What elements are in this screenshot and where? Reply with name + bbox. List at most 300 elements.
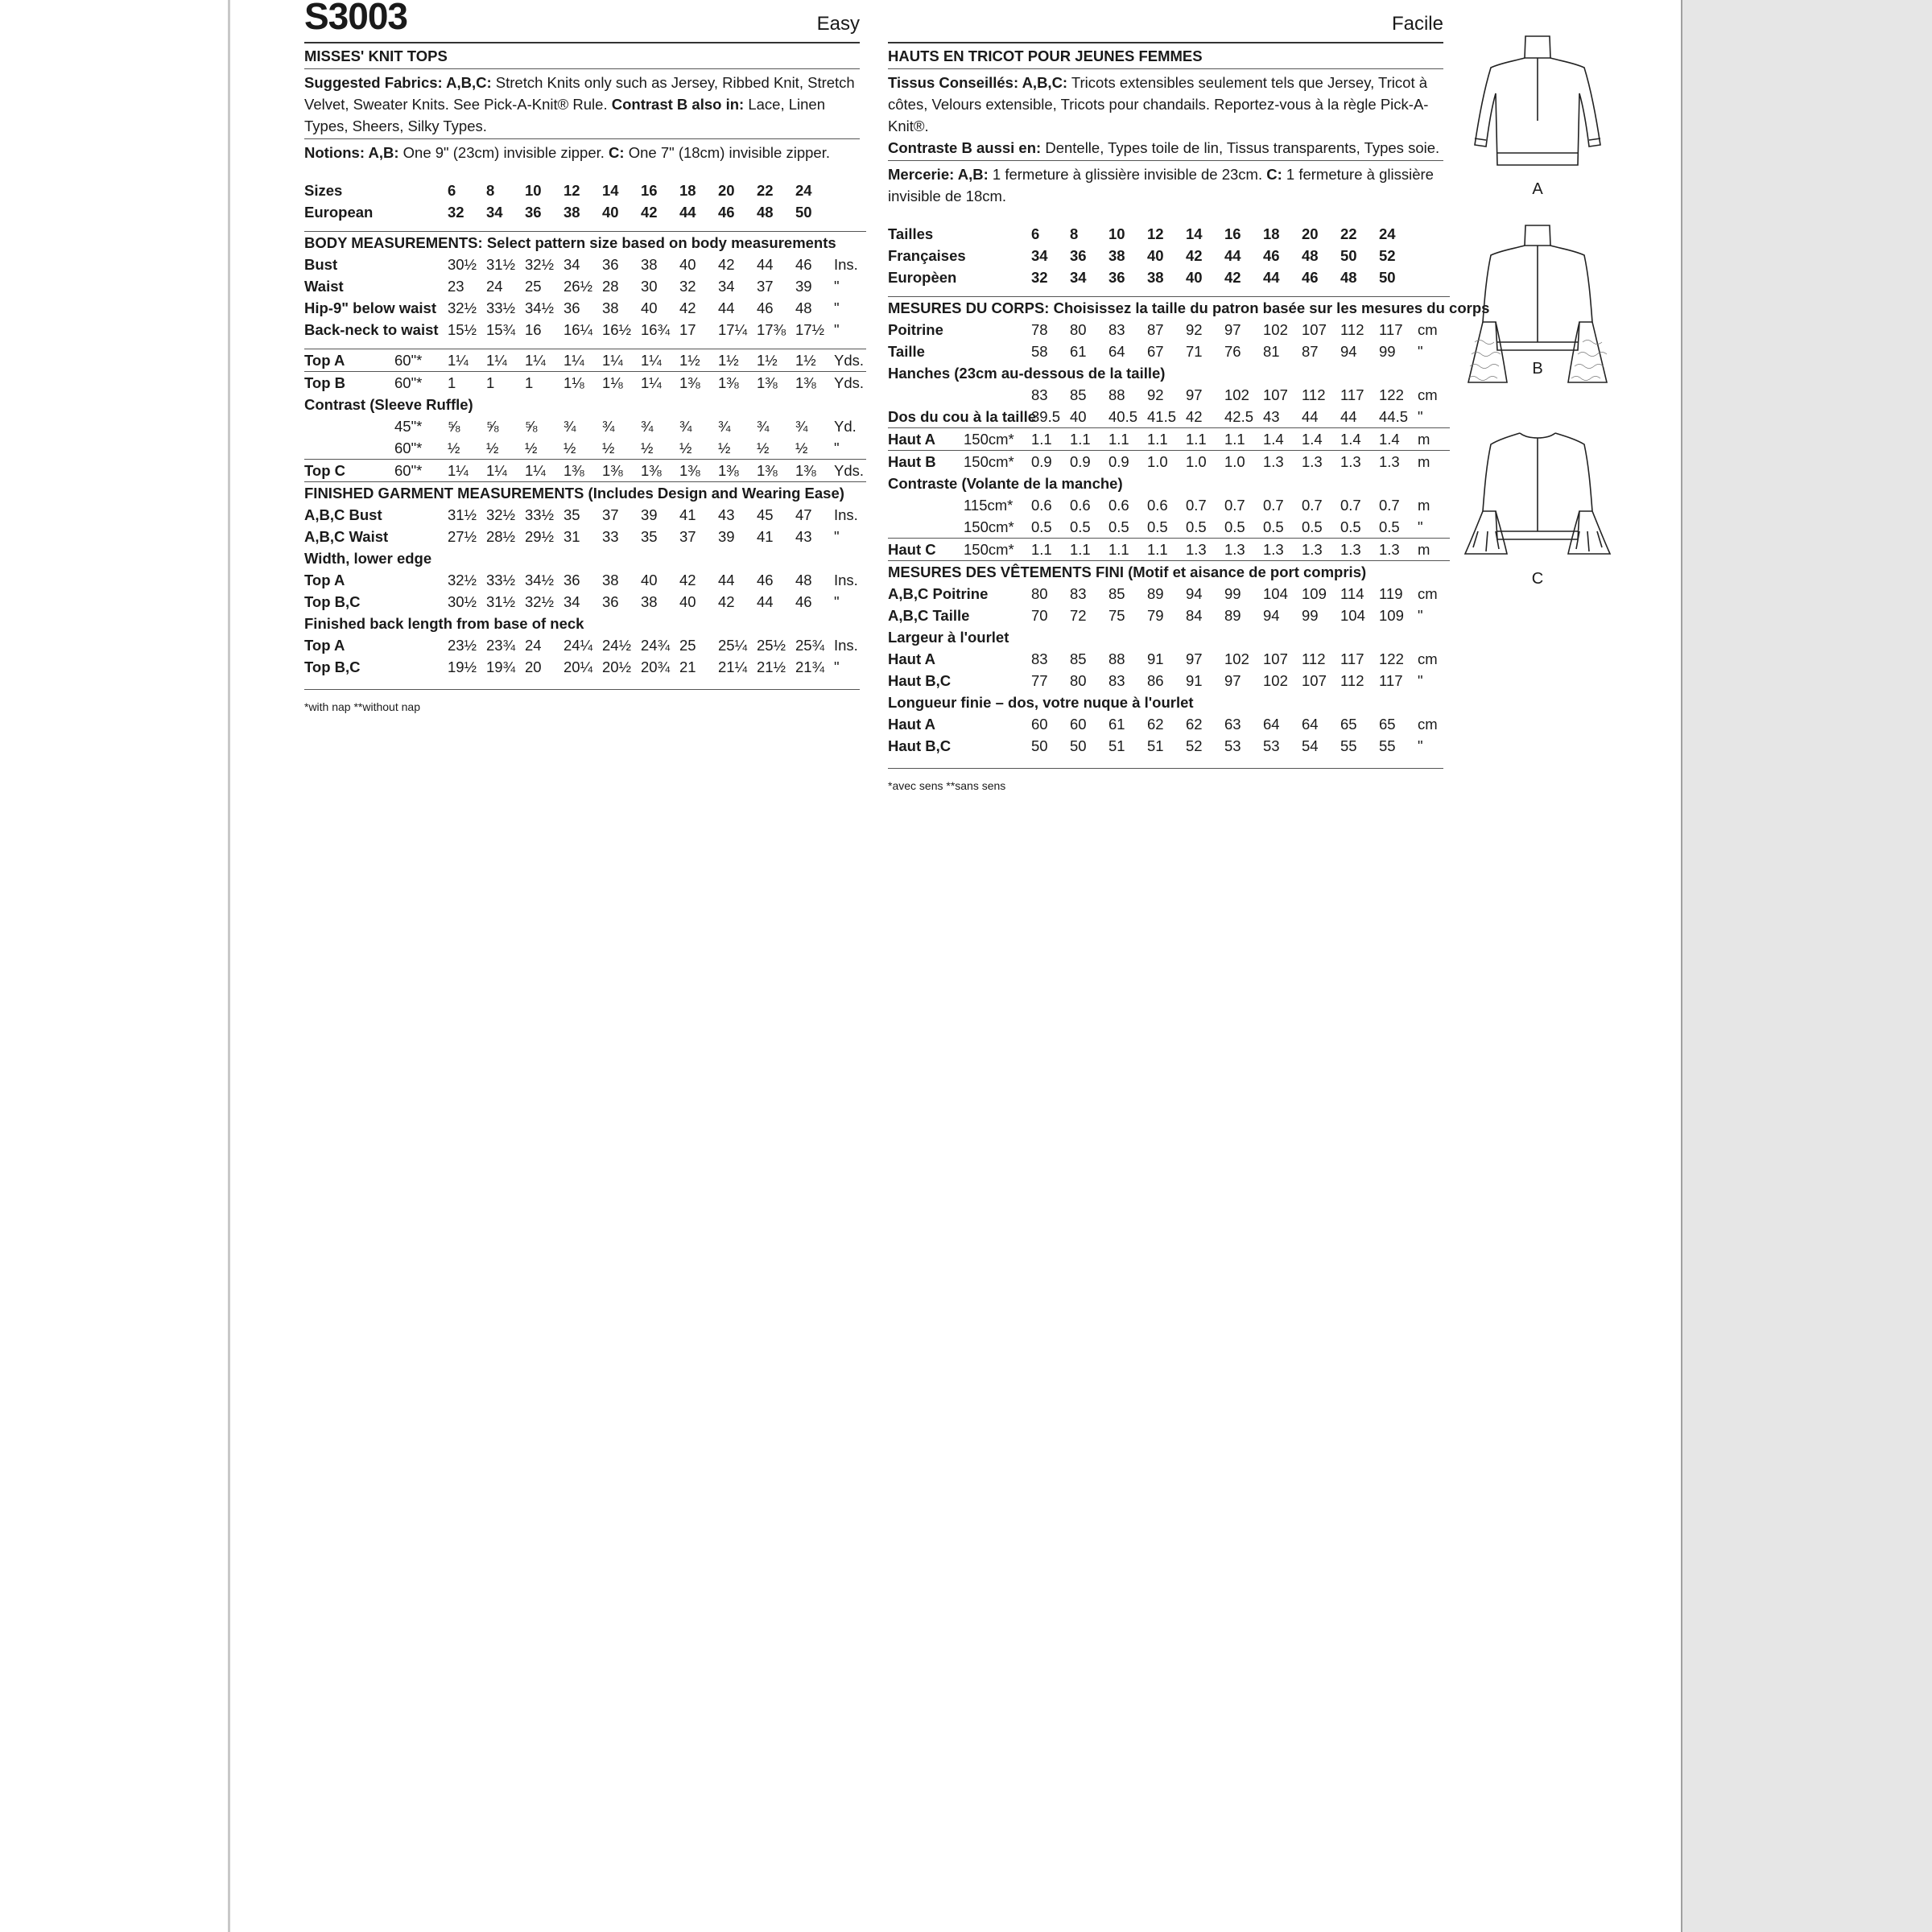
size-value: 1¼ xyxy=(641,349,679,372)
table-spacer xyxy=(888,288,1450,297)
size-value: 70 xyxy=(1031,607,1048,624)
row-label: Poitrine xyxy=(888,321,943,338)
table-row xyxy=(888,428,1450,451)
contrast-label-fr: Contraste B aussi en: xyxy=(888,139,1042,156)
size-value: 71 xyxy=(1186,343,1203,360)
size-value: 21¾ xyxy=(795,658,825,675)
size-value: 81 xyxy=(1263,343,1280,360)
size-value: 38 xyxy=(641,593,658,610)
size-value: 55 xyxy=(1379,737,1396,754)
french-header xyxy=(888,0,1443,42)
size-value: 48 xyxy=(1302,247,1319,264)
size-value: 0.6 xyxy=(1147,497,1168,514)
size-value: 44 xyxy=(1263,269,1280,286)
unit xyxy=(834,180,866,201)
fabric-width xyxy=(394,634,448,656)
size-value: ½ xyxy=(525,440,538,456)
table-heading: Contrast (Sleeve Ruffle) xyxy=(304,396,473,413)
size-value: 117 xyxy=(1340,386,1364,403)
size-value: 1⅜ xyxy=(641,460,679,482)
size-value: 119 xyxy=(1379,585,1403,602)
size-value: 0.7 xyxy=(1263,497,1284,514)
size-value: 1¼ xyxy=(525,460,564,482)
unit: " xyxy=(834,321,840,338)
size-value: 42 xyxy=(718,256,735,273)
size-value: 1.3 xyxy=(1263,451,1302,473)
size-value: 114 xyxy=(1340,585,1364,602)
size-value: ½ xyxy=(641,440,654,456)
fabric-width: 60"* xyxy=(394,372,448,394)
size-value: 0.5 xyxy=(1302,518,1323,535)
fabric-width xyxy=(394,201,448,223)
size-value: 117 xyxy=(1340,650,1364,667)
size-value: 58 xyxy=(1031,343,1048,360)
fabric-width xyxy=(394,504,448,526)
table-heading-row xyxy=(304,232,866,254)
size-value: 1.3 xyxy=(1379,539,1418,561)
pattern-title: MISSES' KNIT TOPS xyxy=(304,42,860,67)
size-value: 1.1 xyxy=(1147,428,1186,451)
size-value: 92 xyxy=(1186,321,1203,338)
size-value: 1⅜ xyxy=(795,460,834,482)
row-label: Dos du cou à la taille xyxy=(888,408,1037,425)
table-heading: FINISHED GARMENT MEASUREMENTS (Includes Design and Wearing Ease) xyxy=(304,482,866,505)
size-value: 1.4 xyxy=(1379,428,1418,451)
knit-top-a-icon xyxy=(1457,24,1618,193)
size-value: ½ xyxy=(795,440,808,456)
size-value: 0.5 xyxy=(1147,518,1168,535)
table-row xyxy=(888,451,1450,473)
size-value: 34 xyxy=(564,256,580,273)
table-heading: Hanches (23cm au-dessous de la taille) xyxy=(888,365,1166,382)
unit: cm xyxy=(1418,716,1438,733)
size-value: 24 xyxy=(486,278,503,295)
size-value: 87 xyxy=(1147,321,1164,338)
size-value: 1⅜ xyxy=(718,372,757,394)
size-value: 0.9 xyxy=(1031,451,1070,473)
size-value: 8 xyxy=(1070,225,1079,242)
table-row xyxy=(888,735,1450,757)
row-label: Françaises xyxy=(888,247,966,264)
size-value: 32 xyxy=(448,204,464,221)
size-value: 51 xyxy=(1108,737,1125,754)
row-label: Sizes xyxy=(304,182,343,199)
size-value: 0.7 xyxy=(1224,497,1245,514)
row-label: Hip-9" below waist xyxy=(304,299,436,316)
size-value: 42 xyxy=(679,299,696,316)
size-value: 15½ xyxy=(448,321,477,338)
size-value: 79 xyxy=(1147,607,1164,624)
french-footnote: *avec sens **sans sens xyxy=(888,768,1443,797)
size-value: 0.6 xyxy=(1108,497,1129,514)
size-value: 10 xyxy=(1108,225,1125,242)
size-value: 1.0 xyxy=(1147,451,1186,473)
row-label: Top B,C xyxy=(304,658,361,675)
size-value: 92 xyxy=(1147,386,1164,403)
fabric-width xyxy=(964,319,1031,341)
knit-top-c-icon xyxy=(1457,419,1618,588)
size-value: 32½ xyxy=(448,299,477,316)
size-value: ⅝ xyxy=(486,418,499,435)
notions xyxy=(304,138,860,163)
size-value: 97 xyxy=(1224,672,1241,689)
size-value: 23½ xyxy=(448,637,477,654)
size-value: 1⅜ xyxy=(718,460,757,482)
size-value: 20 xyxy=(1302,225,1319,242)
fabric-width: 150cm* xyxy=(964,451,1031,473)
unit: cm xyxy=(1418,650,1438,667)
row-label: Haut C xyxy=(888,539,964,561)
size-value: 0.5 xyxy=(1340,518,1361,535)
size-value: 1⅜ xyxy=(679,460,718,482)
size-value: 36 xyxy=(1108,269,1125,286)
contrast-text-fr: Dentelle, Types toile de lin, Tissus transparents, Types soie. xyxy=(1041,139,1440,156)
size-value: ¾ xyxy=(679,418,692,435)
table-row xyxy=(304,526,866,547)
size-value: 67 xyxy=(1147,343,1164,360)
size-value: 1⅛ xyxy=(564,372,602,394)
size-value: 1¼ xyxy=(486,349,525,372)
fabric-width xyxy=(964,341,1031,362)
row-label xyxy=(888,494,964,516)
size-value: 38 xyxy=(564,204,580,221)
size-value: 41 xyxy=(679,506,696,523)
size-value: 18 xyxy=(1263,225,1280,242)
size-value: 84 xyxy=(1186,607,1203,624)
size-value: 54 xyxy=(1302,737,1319,754)
table-heading-row xyxy=(304,613,866,634)
size-value: 1 xyxy=(486,372,525,394)
row-label: Haut A xyxy=(888,716,935,733)
size-value: 40 xyxy=(1186,269,1203,286)
spacer-cell xyxy=(888,288,1450,297)
size-value: 72 xyxy=(1070,607,1087,624)
size-value: 45 xyxy=(757,506,774,523)
size-value: 42 xyxy=(679,572,696,588)
size-value: 48 xyxy=(795,572,812,588)
size-value: ⅝ xyxy=(525,418,538,435)
size-value: 32½ xyxy=(525,256,555,273)
unit: Yds. xyxy=(834,460,866,482)
size-value: ½ xyxy=(718,440,731,456)
contrast-label: Contrast B also in: xyxy=(611,96,745,113)
size-value: 29½ xyxy=(525,528,555,545)
table-row xyxy=(888,319,1450,341)
size-value: 18 xyxy=(679,182,696,199)
size-value: 38 xyxy=(1147,269,1164,286)
size-value: 39 xyxy=(718,528,735,545)
table-heading-row xyxy=(888,691,1450,713)
size-value: 31½ xyxy=(486,593,516,610)
unit: Yds. xyxy=(834,372,866,394)
size-value: 32 xyxy=(679,278,696,295)
size-value: 32½ xyxy=(486,506,516,523)
size-value: 20 xyxy=(718,182,735,199)
french-column xyxy=(888,0,1490,797)
size-value: 1.4 xyxy=(1302,428,1340,451)
row-label: Top B xyxy=(304,372,394,394)
size-value: 64 xyxy=(1263,716,1280,733)
size-value: 102 xyxy=(1224,386,1249,403)
size-value: 60 xyxy=(1070,716,1087,733)
fabric-width xyxy=(964,223,1031,245)
size-value: 102 xyxy=(1263,672,1288,689)
fabric-width xyxy=(394,275,448,297)
notions-c-label-fr: C: xyxy=(1266,166,1282,183)
size-value: 44 xyxy=(718,299,735,316)
size-value: 53 xyxy=(1263,737,1280,754)
notions-c-text: One 7" (18cm) invisible zipper. xyxy=(624,144,830,161)
size-value: 78 xyxy=(1031,321,1048,338)
size-value: 1.3 xyxy=(1263,539,1302,561)
english-column xyxy=(304,0,865,718)
size-value: 1½ xyxy=(757,349,795,372)
table-row xyxy=(304,504,866,526)
unit: m xyxy=(1418,451,1450,473)
size-value: 91 xyxy=(1186,672,1203,689)
size-value: 88 xyxy=(1108,650,1125,667)
size-value: ½ xyxy=(448,440,460,456)
size-value: 44 xyxy=(1340,408,1357,425)
fabric-width xyxy=(964,735,1031,757)
size-value: 16¾ xyxy=(641,321,671,338)
size-value: 23¾ xyxy=(486,637,516,654)
size-value: 83 xyxy=(1031,650,1048,667)
row-label: Haut B,C xyxy=(888,672,952,689)
size-value: 35 xyxy=(564,506,580,523)
size-value: 48 xyxy=(1340,269,1357,286)
table-row xyxy=(304,372,866,394)
size-value: 44.5 xyxy=(1379,408,1409,425)
unit: Yds. xyxy=(834,349,866,372)
size-value: 34 xyxy=(1070,269,1087,286)
size-value: 76 xyxy=(1224,343,1241,360)
size-value: 42 xyxy=(718,593,735,610)
fabric-width xyxy=(964,670,1031,691)
table-row xyxy=(888,713,1450,735)
size-value: 25¾ xyxy=(795,637,825,654)
size-value: 28 xyxy=(602,278,619,295)
size-value: 40 xyxy=(602,204,619,221)
contrast-text: Lace, Linen Types, Sheers, Silky Types. xyxy=(304,96,826,134)
row-label xyxy=(888,516,964,539)
size-value: 52 xyxy=(1186,737,1203,754)
size-value: 97 xyxy=(1186,386,1203,403)
size-value: 40.5 xyxy=(1108,408,1138,425)
size-value: 1.3 xyxy=(1340,539,1379,561)
table-row xyxy=(304,201,866,223)
size-value: 40 xyxy=(641,299,658,316)
view-c-label: C xyxy=(1531,570,1544,588)
row-label: Bust xyxy=(304,256,338,273)
table-heading-row xyxy=(304,482,866,505)
table-heading-row xyxy=(888,362,1450,384)
difficulty-level: Easy xyxy=(816,13,860,35)
size-value: 20 xyxy=(525,658,542,675)
size-value: 80 xyxy=(1070,321,1087,338)
fabric-width: 150cm* xyxy=(964,428,1031,451)
size-value: 0.5 xyxy=(1031,518,1052,535)
unit: Ins. xyxy=(834,256,858,273)
size-value: 0.5 xyxy=(1224,518,1245,535)
size-value: 34 xyxy=(718,278,735,295)
size-value: 1.1 xyxy=(1108,428,1147,451)
size-value: 1½ xyxy=(718,349,757,372)
size-value: 40 xyxy=(679,256,696,273)
table-row xyxy=(304,319,866,341)
fabric-width: 150cm* xyxy=(964,539,1031,561)
size-value: 94 xyxy=(1340,343,1357,360)
size-value: 36 xyxy=(1070,247,1087,264)
size-value: 50 xyxy=(1070,737,1087,754)
difficulty-level-fr: Facile xyxy=(1391,13,1443,35)
size-value: ¾ xyxy=(564,418,576,435)
size-value: 53 xyxy=(1224,737,1241,754)
size-value: 1 xyxy=(448,372,486,394)
table-row xyxy=(304,297,866,319)
row-label xyxy=(888,384,964,406)
size-value: 1⅜ xyxy=(602,460,641,482)
size-value: 0.7 xyxy=(1302,497,1323,514)
pattern-code: S3003 xyxy=(304,0,408,37)
fabric-width xyxy=(394,254,448,275)
size-value: 21 xyxy=(679,658,696,675)
size-value: 46 xyxy=(795,593,812,610)
size-value: 17 xyxy=(679,321,696,338)
spacer-cell xyxy=(304,341,866,349)
size-value: 47 xyxy=(795,506,812,523)
size-value: 63 xyxy=(1224,716,1241,733)
size-value: 20½ xyxy=(602,658,632,675)
size-value: 60 xyxy=(1031,716,1048,733)
size-value: 1¼ xyxy=(641,372,679,394)
table-heading: MESURES DU CORPS: Choisissez la taille du patron basée sur les mesures du corps xyxy=(888,297,1450,320)
table-row xyxy=(888,245,1450,266)
table-row xyxy=(304,634,866,656)
notions-text-fr: 1 fermeture à glissière invisible de 23cm. xyxy=(988,166,1267,183)
size-value: 107 xyxy=(1263,650,1288,667)
size-value: ⅝ xyxy=(448,418,460,435)
table-row xyxy=(888,516,1450,539)
table-spacer xyxy=(304,223,866,232)
size-value: 21½ xyxy=(757,658,786,675)
size-value: 36 xyxy=(564,299,580,316)
row-label: Haut B,C xyxy=(888,737,952,754)
size-value: 41 xyxy=(757,528,774,545)
table-row xyxy=(304,656,866,678)
unit xyxy=(834,201,866,223)
table-spacer xyxy=(304,341,866,349)
size-value: 1.3 xyxy=(1302,539,1340,561)
size-value: 20¾ xyxy=(641,658,671,675)
size-value: 86 xyxy=(1147,672,1164,689)
size-value: 1½ xyxy=(795,349,834,372)
size-value: 1.4 xyxy=(1340,428,1379,451)
size-value: 1.3 xyxy=(1224,539,1263,561)
size-value: 0.5 xyxy=(1070,518,1091,535)
unit xyxy=(1418,266,1450,288)
size-value: 87 xyxy=(1302,343,1319,360)
size-value: 36 xyxy=(564,572,580,588)
size-value: 91 xyxy=(1147,650,1164,667)
table-row xyxy=(888,583,1450,605)
fabric-width xyxy=(964,245,1031,266)
size-value: 32½ xyxy=(525,593,555,610)
table-heading-row xyxy=(888,561,1450,584)
size-value: 24 xyxy=(1379,225,1396,242)
size-value: 44 xyxy=(679,204,696,221)
size-value: 38 xyxy=(1108,247,1125,264)
table-row xyxy=(304,591,866,613)
size-value: 30½ xyxy=(448,256,477,273)
size-value: 43 xyxy=(1263,408,1280,425)
size-value: 40 xyxy=(1070,408,1087,425)
size-value: 23 xyxy=(448,278,464,295)
size-value: 83 xyxy=(1108,672,1125,689)
size-value: 83 xyxy=(1031,386,1048,403)
size-value: 12 xyxy=(1147,225,1164,242)
size-value: 0.5 xyxy=(1186,518,1207,535)
table-heading: MESURES DES VÊTEMENTS FINI (Motif et aisance de port compris) xyxy=(888,561,1450,584)
size-value: 34½ xyxy=(525,572,555,588)
size-value: 1¼ xyxy=(448,460,486,482)
size-value: 94 xyxy=(1263,607,1280,624)
notions-c-label: C: xyxy=(609,144,625,161)
row-label: Top B,C xyxy=(304,593,361,610)
fabric-width xyxy=(964,648,1031,670)
size-value: 36 xyxy=(602,256,619,273)
table-heading-row xyxy=(304,394,866,415)
size-value: 21¼ xyxy=(718,658,748,675)
table-row xyxy=(888,384,1450,406)
size-value: ½ xyxy=(602,440,615,456)
row-label: A,B,C Poitrine xyxy=(888,585,989,602)
size-value: 37 xyxy=(602,506,619,523)
size-value: 52 xyxy=(1379,247,1396,264)
size-value: 1.1 xyxy=(1031,539,1070,561)
size-value: 55 xyxy=(1340,737,1357,754)
table-heading-row xyxy=(888,626,1450,648)
table-heading: Width, lower edge xyxy=(304,550,432,567)
row-label xyxy=(304,437,394,460)
size-value: 107 xyxy=(1302,321,1327,338)
size-value: 0.6 xyxy=(1070,497,1091,514)
size-value: 44 xyxy=(1302,408,1319,425)
size-value: 97 xyxy=(1186,650,1203,667)
size-value: ½ xyxy=(679,440,692,456)
unit: Ins. xyxy=(834,637,858,654)
unit: m xyxy=(1418,497,1430,514)
unit: cm xyxy=(1418,585,1438,602)
size-value: ¾ xyxy=(757,418,770,435)
size-value: 41.5 xyxy=(1147,408,1177,425)
unit: cm xyxy=(1418,321,1438,338)
size-value: 30 xyxy=(641,278,658,295)
size-value: 17⅜ xyxy=(757,321,786,338)
fabric-width xyxy=(964,266,1031,288)
size-value: 27½ xyxy=(448,528,477,545)
size-value: 32 xyxy=(1031,269,1048,286)
size-value: 43 xyxy=(718,506,735,523)
size-value: 42 xyxy=(1224,269,1241,286)
size-value: 1.1 xyxy=(1147,539,1186,561)
size-value: 20¼ xyxy=(564,658,593,675)
size-value: 0.9 xyxy=(1070,451,1108,473)
size-value: 0.5 xyxy=(1379,518,1400,535)
size-value: 40 xyxy=(1147,247,1164,264)
spacer-cell xyxy=(304,223,866,232)
row-label: Waist xyxy=(304,278,344,295)
